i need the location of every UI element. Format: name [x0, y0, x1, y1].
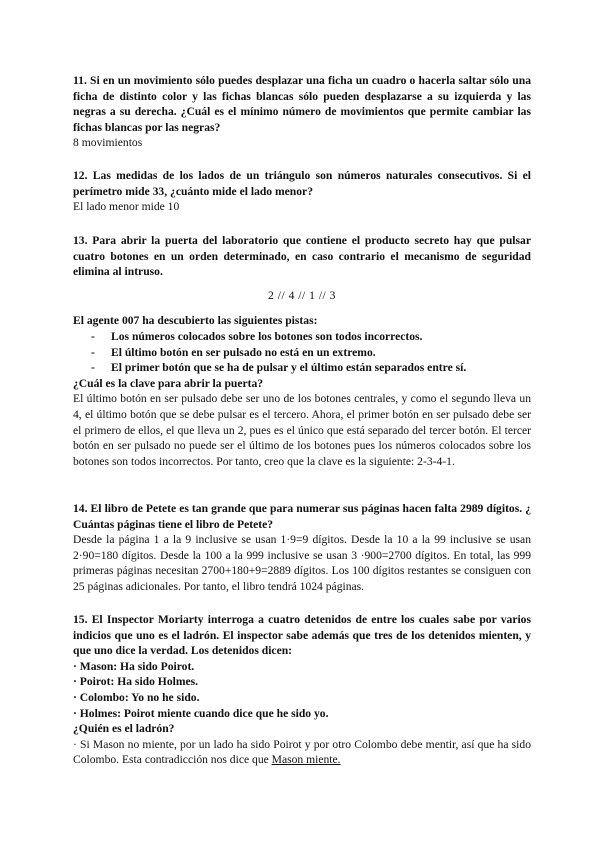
question-13: [73, 233, 531, 469]
hints-list: [73, 329, 531, 376]
hints-intro: El agente 007 ha descubierto las siguientes pistas:: [73, 314, 318, 328]
question-12: [73, 168, 531, 215]
button-numbers: 2 // 4 // 1 // 3: [268, 288, 336, 302]
hint-item: - El último botón en ser pulsado no está en un extremo.: [91, 345, 531, 361]
question-11-answer: 8 movimientos: [73, 136, 143, 150]
hint-item: - El primer botón que se ha de pulsar y el último están separados entre sí.: [91, 360, 531, 376]
statement-holmes: · Holmes: Poirot miente cuando dice que he sido yo.: [73, 706, 329, 720]
answer-underlined: Mason miente.: [271, 753, 341, 767]
question-11: [73, 73, 531, 151]
question-12-answer: El lado menor mide 10: [73, 200, 180, 214]
question-13-subquestion: ¿Cuál es la clave para abrir la puerta?: [73, 376, 264, 390]
question-14-text: 14. El libro de Petete es tan grande que para numerar sus páginas hacen falta 2989 dígitos. ¿ Cuántas páginas tiene el libro de Petete?: [73, 502, 531, 531]
question-13-answer: El último botón en ser pulsado debe ser uno de los botones centrales, y como el segundo lleva un 4, el último botón que se debe pulsar es el tercero. Ahora, el primer botón en ser pulsado debe ser el primero de ellos, el que lleva un 2, pues es el único que está separado del tercer botón. El tercer botón en ser pulsado no puede ser el último de los botones pues los números colocados sobre los botones son todos incorrectos. Por tanto, creo que la clave es la siguiente: 2-3-4-1.: [73, 392, 531, 468]
question-15-text: 15. El Inspector Moriarty interroga a cuatro detenidos de entre los cuales sabe por varios indicios que uno es el ladrón. El inspector sabe además que tres de los detenidos mienten, y que uno dice la verdad. Los detenidos dicen:: [73, 613, 531, 658]
question-12-text: 12. Las medidas de los lados de un triángulo son números naturales consecutivos. Si el perímetro mide 33, ¿cuánto mide el lado menor?: [73, 169, 531, 198]
question-11-text: 11. Si en un movimiento sólo puedes desplazar una ficha un cuadro o hacerla saltar sólo una ficha de distinto color y las fichas blancas sólo pueden desplazarse a su izquierda y las negras a su derecha. ¿Cuál es el mínimo número de movimientos que permite cambiar las fichas blancas por las negras?: [73, 74, 531, 134]
question-15-subquestion: ¿Quién es el ladrón?: [73, 722, 175, 736]
question-13-text: 13. Para abrir la puerta del laboratorio que contiene el producto secreto hay que pulsar cuatro botones en un orden determinado, en caso contrario el mecanismo de seguridad elimina al intruso.: [73, 234, 531, 279]
question-15-answer: [73, 737, 531, 768]
statement-poirot: · Poirot: Ha sido Holmes.: [73, 675, 199, 689]
hint-item: - Los números colocados sobre los botones son todos incorrectos.: [91, 329, 531, 345]
statement-mason: · Mason: Ha sido Poirot.: [73, 659, 195, 673]
question-14-answer: Desde la página 1 a la 9 inclusive se usan 1·9=9 dígitos. Desde la 10 a la 99 inclusive se usan 2·90=180 dígitos. Desde la 100 a la 999 inclusive se usan 3 ·900=2700 dígitos. En total, las 999 primeras páginas necesitan 2700+180+9=2889 dígitos. Los 100 dígitos restantes se consiguen con 25 páginas adicionales. Por tanto, el libro tendrá 1024 páginas.: [73, 533, 531, 593]
statement-colombo: · Colombo: Yo no he sido.: [73, 690, 200, 704]
question-15: [73, 612, 531, 768]
question-14: [73, 501, 531, 595]
answer-text: · Si Mason no miente, por un lado ha sido Poirot y por otro Colombo debe mentir, así que ha sido Colombo. Esta contradicción nos dice que: [73, 737, 531, 767]
